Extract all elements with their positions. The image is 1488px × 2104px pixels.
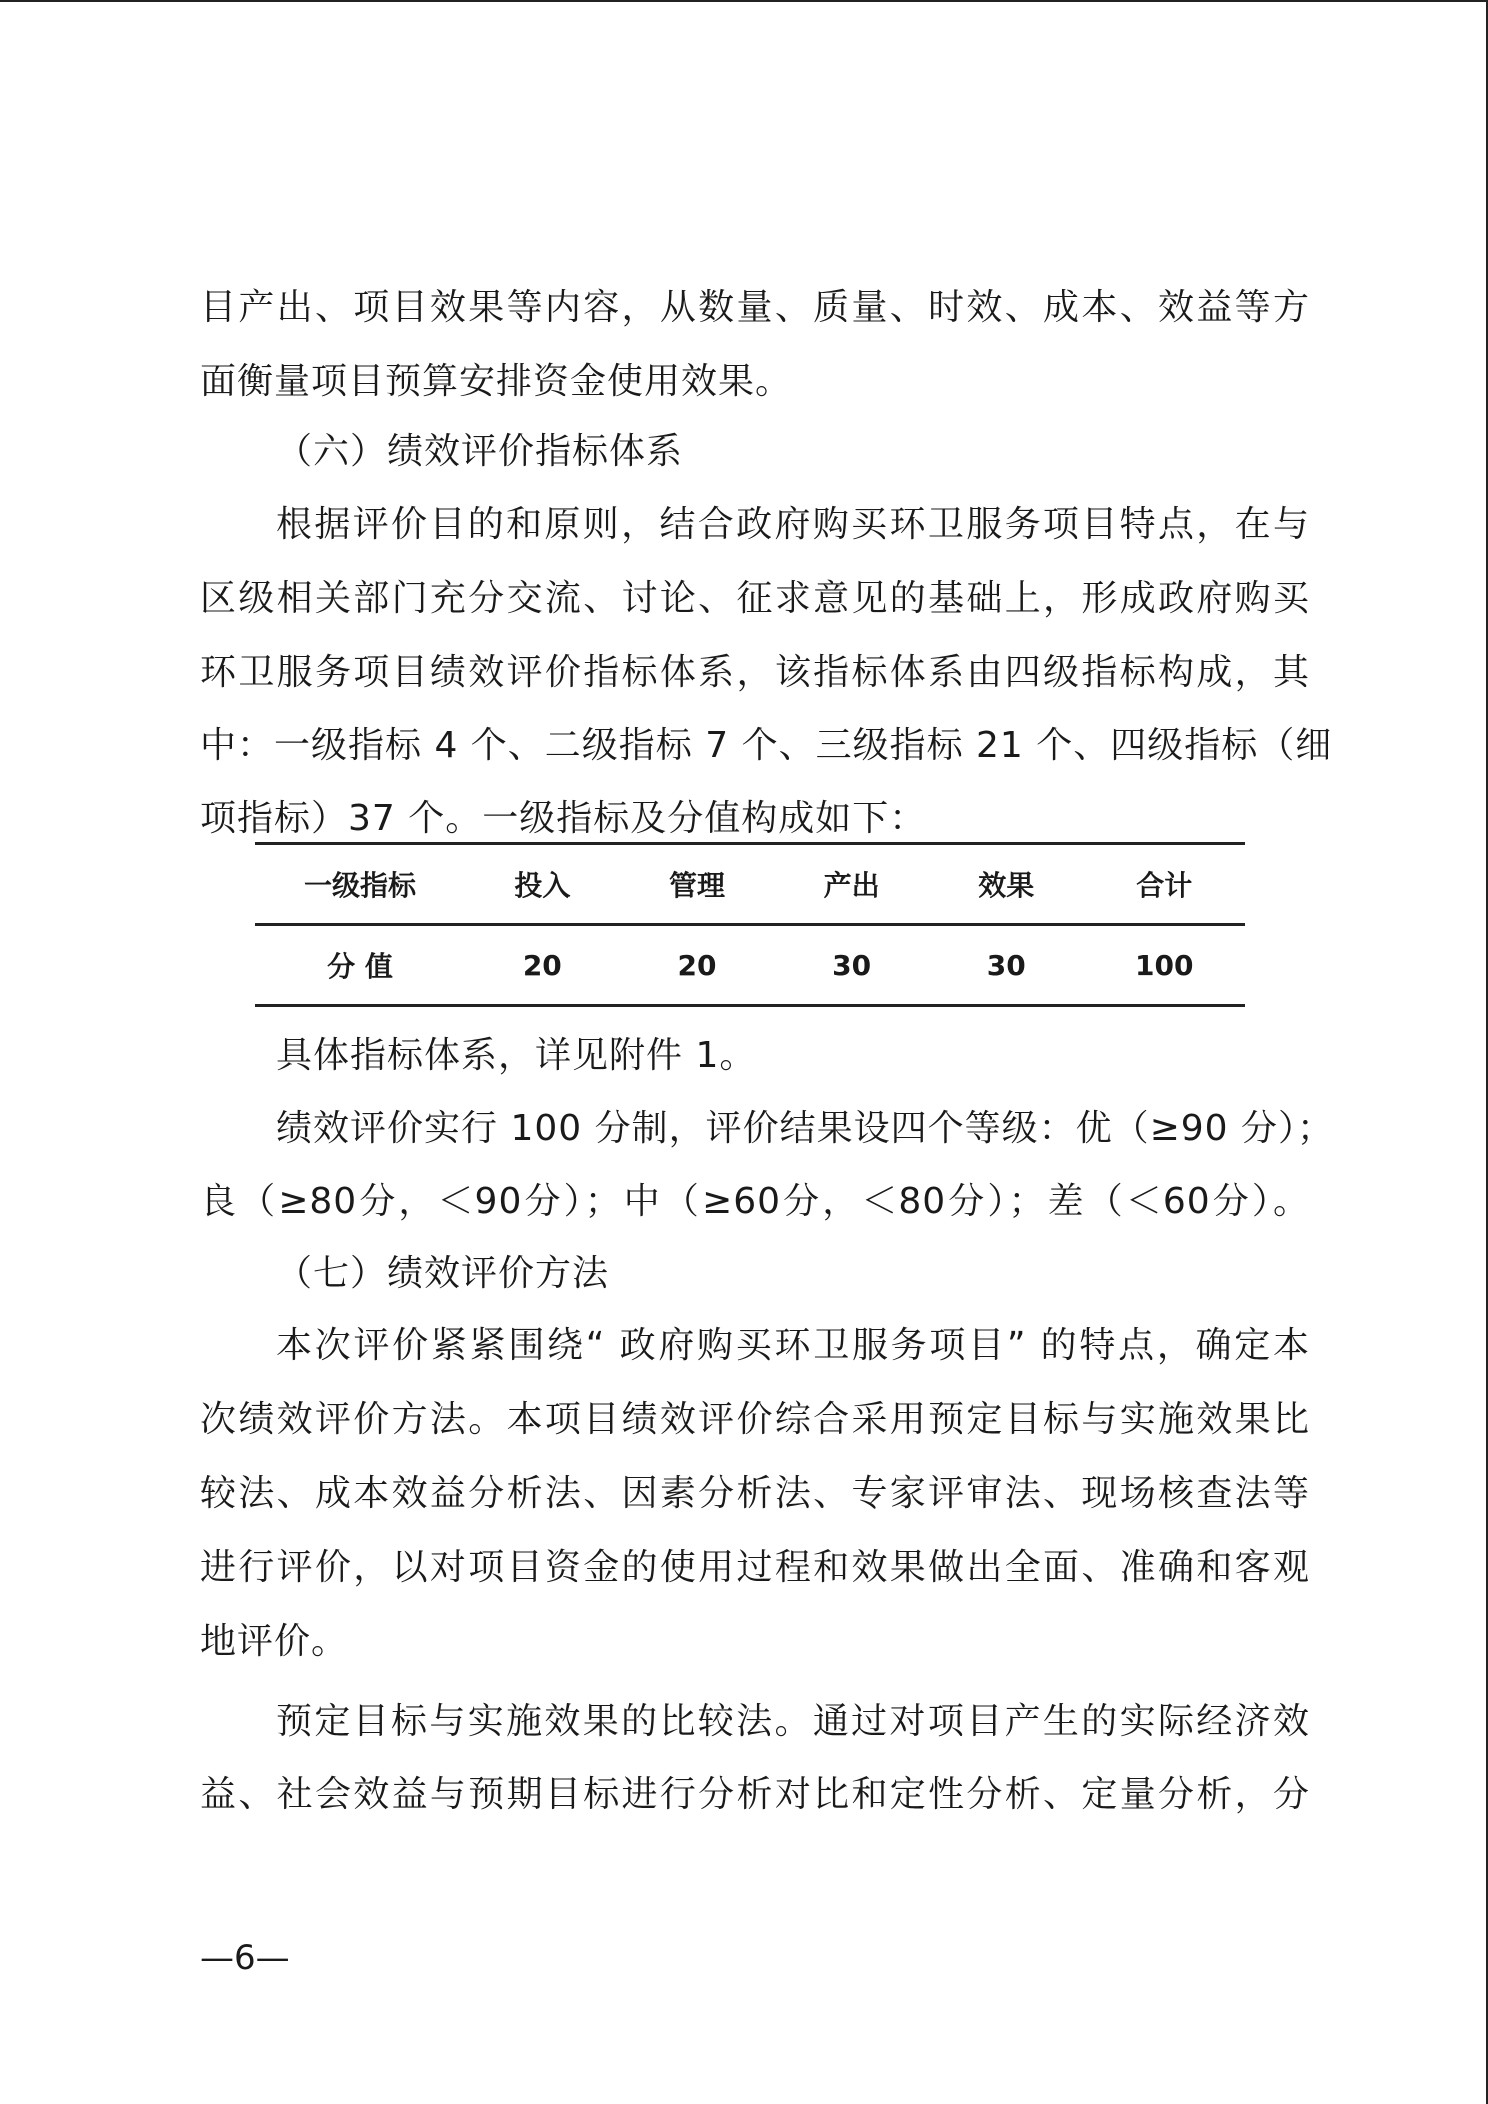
page-number: —6— bbox=[200, 1938, 290, 1978]
table-header-cell: 管理 bbox=[668, 869, 725, 902]
table-header-cell: 产出 bbox=[823, 869, 880, 902]
table-header-row bbox=[255, 844, 1245, 925]
table-cell: 分 值 bbox=[327, 950, 393, 983]
paragraph-line: 绩效评价实行 100 分制，评价结果设四个等级：优（≥90 分）； bbox=[276, 1108, 1335, 1149]
section-heading-6: （六）绩效评价指标体系 bbox=[276, 431, 684, 472]
page-top-border bbox=[0, 0, 1488, 2]
paragraph-line: 面衡量项目预算安排资金使用效果。 bbox=[200, 361, 793, 402]
table-cell: 20 bbox=[522, 948, 562, 982]
table-header-cell: 一级指标 bbox=[303, 869, 416, 902]
paragraph-line: 进行评价，以对项目资金的使用过程和效果做出全面、准确和客观 bbox=[200, 1547, 1310, 1588]
table-header-cell: 投入 bbox=[514, 869, 571, 902]
paragraph-line: 中：一级指标 4 个、二级指标 7 个、三级指标 21 个、四级指标（细 bbox=[200, 725, 1333, 766]
table-header-cell: 效果 bbox=[978, 869, 1035, 902]
paragraph-line: 较法、成本效益分析法、因素分析法、专家评审法、现场核查法等 bbox=[200, 1473, 1310, 1514]
paragraph-line: 目产出、项目效果等内容，从数量、质量、时效、成本、效益等方 bbox=[200, 287, 1310, 328]
paragraph-line: 具体指标体系，详见附件 1。 bbox=[276, 1035, 757, 1076]
score-table bbox=[255, 842, 1245, 1007]
table-cell: 30 bbox=[832, 948, 872, 982]
paragraph-line: 良（≥80分，＜90分）；中（≥60分，＜80分）；差（＜60分）。 bbox=[200, 1181, 1310, 1222]
table-cell: 100 bbox=[1135, 948, 1194, 982]
paragraph-line: 区级相关部门充分交流、讨论、征求意见的基础上，形成政府购买 bbox=[200, 578, 1310, 619]
paragraph-line: 根据评价目的和原则，结合政府购买环卫服务项目特点，在与 bbox=[276, 504, 1310, 545]
table-header-cell: 合计 bbox=[1136, 869, 1193, 902]
table-row bbox=[255, 925, 1245, 1006]
paragraph-line: 益、社会效益与预期目标进行分析对比和定性分析、定量分析，分 bbox=[200, 1774, 1310, 1815]
table-cell: 30 bbox=[986, 948, 1026, 982]
paragraph-line: 次绩效评价方法。本项目绩效评价综合采用预定目标与实施效果比 bbox=[200, 1399, 1310, 1440]
paragraph-line: 项指标）37 个。一级指标及分值构成如下： bbox=[200, 798, 927, 839]
paragraph-line: 预定目标与实施效果的比较法。通过对项目产生的实际经济效 bbox=[276, 1701, 1310, 1742]
table-cell: 20 bbox=[677, 948, 717, 982]
section-heading-7: （七）绩效评价方法 bbox=[276, 1253, 610, 1294]
paragraph-line: 环卫服务项目绩效评价指标体系，该指标体系由四级指标构成，其 bbox=[200, 652, 1310, 693]
paragraph-line: 本次评价紧紧围绕“ 政府购买环卫服务项目” 的特点，确定本 bbox=[276, 1325, 1310, 1366]
paragraph-line: 地评价。 bbox=[200, 1621, 349, 1662]
